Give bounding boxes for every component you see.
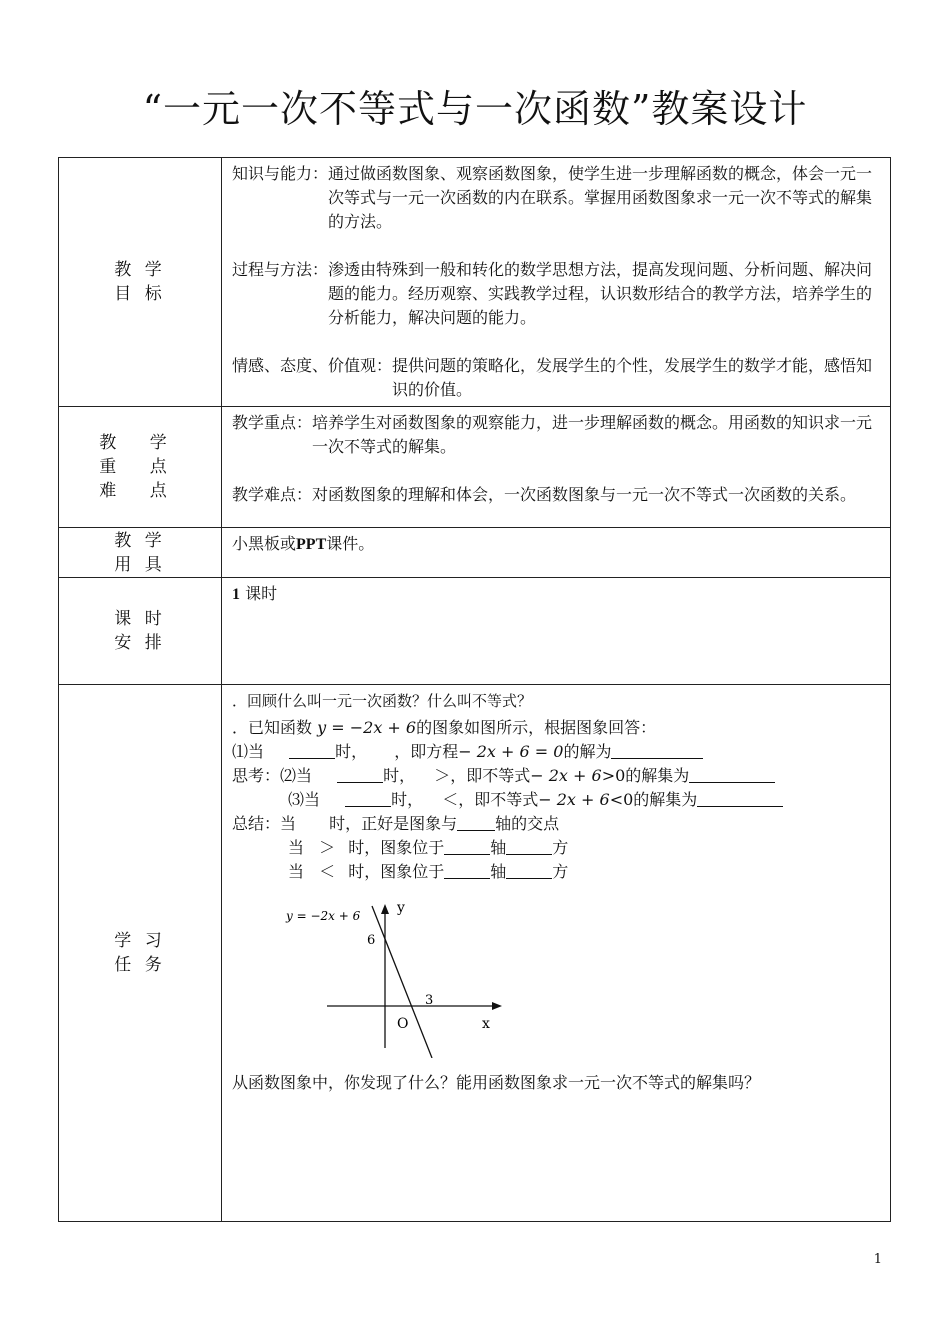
tasks-label-line1: 学 习: [114, 931, 166, 951]
y-axis-arrow: [381, 904, 389, 914]
schedule-label-line1: 课 时: [114, 609, 166, 629]
function-line: [372, 906, 432, 1058]
key-head: 教学重点：: [232, 413, 313, 432]
l2-greater: ＞: [434, 766, 451, 785]
tools-label-line2: 用 具: [114, 554, 166, 575]
answer-blank[interactable]: [689, 766, 775, 783]
s2-text-a: 当: [288, 838, 305, 857]
graph-x-intercept: 3: [425, 993, 434, 1008]
schedule-content: [222, 578, 891, 685]
l3-text-c: ，即不等式: [458, 790, 539, 809]
process-body: 渗透由特殊到一般和转化的数学思想方法，提高发现问题、分析问题、解决问题的能力。经历观察、实践教学过程，认识数形结合的教学方法，培养学生的分析能力，解决问题的能力。: [328, 260, 873, 327]
s2-greater: ＞: [319, 838, 336, 857]
s3-text-b: 时，图象位于: [348, 862, 445, 881]
closing-question: 从函数图象中，你发现了什么？能用函数图象求一元一次不等式的解集吗？: [232, 1073, 761, 1092]
summary-1: [232, 812, 882, 836]
graph-x-label: x: [482, 1016, 490, 1032]
q2-text-b: 的图象如图所示，根据图象回答：: [416, 718, 657, 737]
keypoints-label-line3: 难 点: [99, 481, 181, 501]
page-number: 1: [873, 1252, 882, 1267]
tasks-label: [59, 685, 222, 1222]
sub-question-1: [232, 740, 882, 764]
l3-text-d: 的解集为: [633, 790, 698, 809]
answer-blank[interactable]: [457, 814, 495, 831]
l1-text-c: ，即方程: [394, 742, 459, 761]
knowledge-head: 知识与能力：: [232, 164, 329, 183]
l2-text-c: ，即不等式: [450, 766, 531, 785]
lesson-plan-table: [58, 157, 891, 1222]
l3-less: ＜: [442, 790, 459, 809]
q2-function: y = −2x + 6: [317, 718, 417, 737]
sub-question-2: [232, 764, 882, 788]
question-2: [232, 716, 882, 740]
s3-less: ＜: [319, 862, 336, 881]
l2-text-d: 的解集为: [625, 766, 690, 785]
s1-text-b: 时，正好是图象与: [329, 814, 458, 833]
emotion-head: 情感、态度、价值观：: [232, 356, 393, 375]
objectives-label-line1: 教 学: [114, 260, 166, 280]
tools-label-line1: 教 学: [114, 530, 166, 551]
schedule-number: 1: [232, 586, 240, 603]
tools-text-ppt: PPT: [296, 536, 327, 553]
answer-blank[interactable]: [337, 766, 383, 783]
s3-text-a: 当: [288, 862, 305, 881]
s2-text-d: 方: [552, 838, 569, 857]
schedule-unit: 课时: [245, 584, 278, 603]
s3-text-c: 轴: [490, 862, 507, 881]
emotion-objective: [232, 354, 882, 402]
keypoints-label-line2: 重 点: [99, 457, 181, 477]
tools-content: [222, 528, 891, 578]
l3-text-b: 时，: [391, 790, 424, 809]
l3-relation: <0: [609, 790, 634, 809]
summary-3: [232, 860, 882, 884]
difficulty-point: 教学难点：对函数图象的理解和体会，一次函数图象与一元一次不等式一次函数的关系。: [232, 485, 857, 504]
s2-text-b: 时，图象位于: [348, 838, 445, 857]
schedule-row: [59, 578, 891, 685]
tools-row: [59, 528, 891, 578]
tasks-row: [59, 685, 891, 1222]
process-head: 过程与方法：: [232, 260, 329, 279]
knowledge-body: 通过做函数图象、观察函数图象，使学生进一步理解函数的概念，体会一元一次等式与一元一次函数的内在联系。掌握用函数图象求一元一次不等式的解集的方法。: [328, 164, 873, 231]
l1-equation: − 2x + 6 = 0: [458, 742, 564, 761]
tools-label: [59, 528, 222, 578]
question-1: ．回顾什么叫一元一次函数？什么叫不等式？: [232, 692, 533, 710]
l2-expression: − 2x + 6: [530, 766, 602, 785]
sub-question-3: [232, 788, 882, 812]
objectives-label-line2: 目 标: [114, 284, 166, 304]
answer-blank[interactable]: [444, 862, 490, 879]
l1-text-a: ⑴当: [232, 742, 265, 761]
tasks-label-line2: 任 务: [114, 955, 166, 975]
l1-text-b: 时，: [335, 742, 368, 761]
l3-text-a: ⑶当: [288, 790, 321, 809]
s1-text-c: 轴的交点: [495, 814, 560, 833]
summary-2: [232, 836, 882, 860]
answer-blank[interactable]: [506, 862, 552, 879]
graph-y-intercept: 6: [367, 933, 376, 948]
answer-blank[interactable]: [345, 790, 391, 807]
answer-blank[interactable]: [289, 742, 335, 759]
l2-text-b: 时，: [383, 766, 416, 785]
function-graph: [282, 898, 532, 1058]
process-objective: [232, 258, 882, 330]
l1-text-d: 的解为: [563, 742, 612, 761]
l2-relation: >0: [601, 766, 626, 785]
keypoints-label: [59, 407, 222, 528]
l2-text-a: 思考：⑵当: [232, 766, 313, 785]
knowledge-objective: [232, 162, 882, 234]
x-axis-arrow: [492, 1002, 502, 1010]
tools-text-a: 小黑板或: [232, 534, 297, 553]
answer-blank[interactable]: [697, 790, 783, 807]
schedule-label-line2: 安 排: [114, 633, 166, 653]
l3-expression: − 2x + 6: [538, 790, 610, 809]
s1-text-a: 总结：当: [232, 814, 297, 833]
keypoints-label-line1: 教 学: [99, 433, 181, 453]
s2-text-c: 轴: [490, 838, 507, 857]
objectives-content: [222, 158, 891, 407]
tasks-content: [222, 685, 891, 1222]
keypoints-content: [222, 407, 891, 528]
objectives-label: [59, 158, 222, 407]
emotion-body: 提供问题的策略化，发展学生的个性，发展学生的数学才能，感悟知识的价值。: [392, 356, 873, 399]
key-point: [232, 411, 882, 459]
document-title: “一元一次不等式与一次函数”教案设计: [142, 87, 808, 131]
tools-text-c: 课件。: [326, 534, 375, 553]
schedule-label: [59, 578, 222, 685]
answer-blank[interactable]: [444, 838, 490, 855]
q2-text-a: ．已知函数: [232, 718, 313, 737]
graph-y-label: y: [397, 900, 405, 916]
graph-origin: O: [397, 1016, 409, 1032]
objectives-row: [59, 158, 891, 407]
keypoints-row: [59, 407, 891, 528]
answer-blank[interactable]: [506, 838, 552, 855]
s3-text-d: 方: [552, 862, 569, 881]
answer-blank[interactable]: [611, 742, 703, 759]
key-body: 培养学生对函数图象的观察能力，进一步理解函数的概念。用函数的知识求一元一次不等式的解集。: [312, 413, 873, 456]
graph-function-label: y = −2x + 6: [286, 909, 361, 923]
